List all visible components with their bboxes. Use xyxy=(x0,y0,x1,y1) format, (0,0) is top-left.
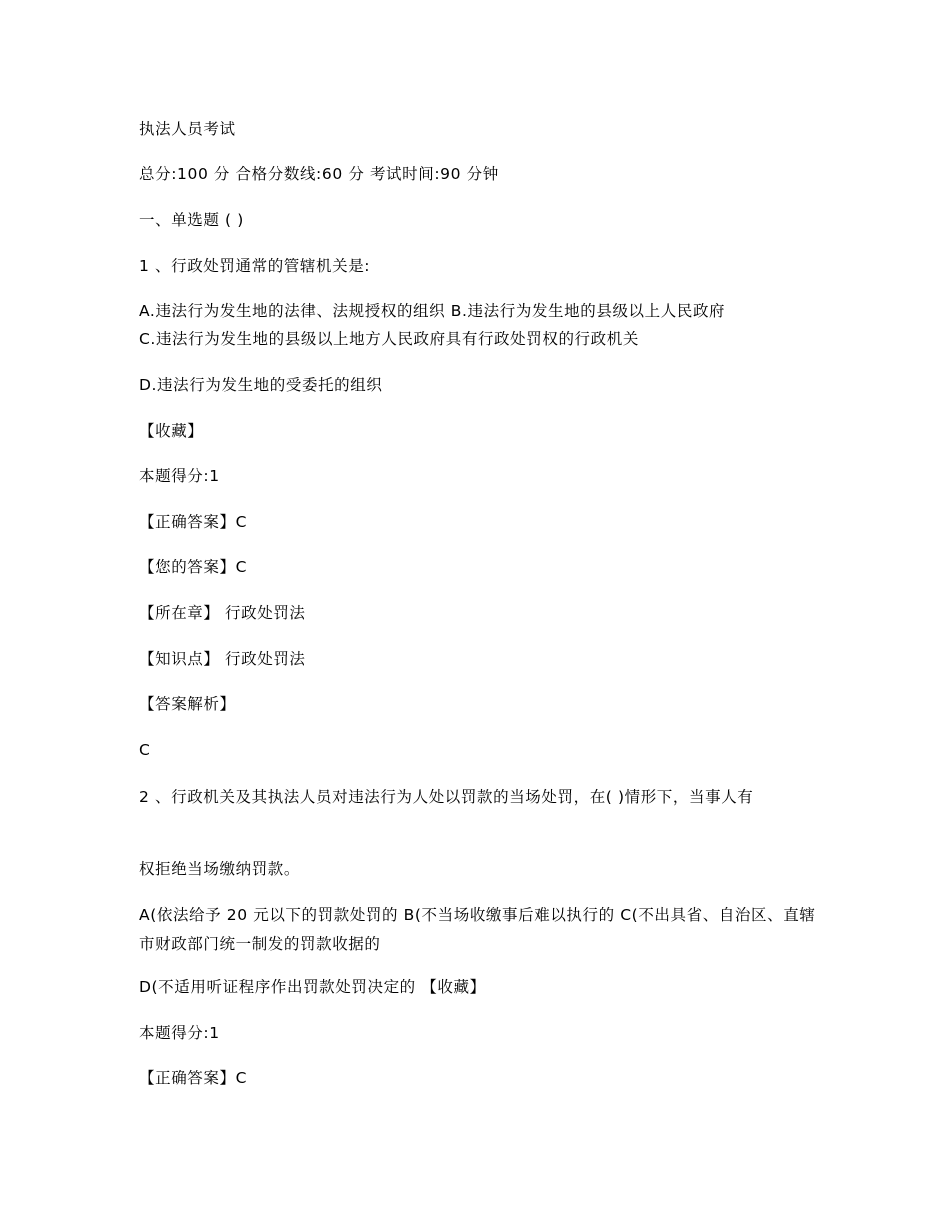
question-1-stem: 1 、行政处罚通常的管辖机关是: xyxy=(139,257,371,275)
question-2-correct-answer: 【正确答案】C xyxy=(139,1069,248,1087)
question-1-favorite: 【收藏】 xyxy=(139,422,204,440)
question-1-knowledge-point: 【知识点】 行政处罚法 xyxy=(139,650,306,668)
question-1-score: 本题得分:1 xyxy=(139,467,220,485)
question-2-options: A(依法给予 20 元以下的罚款处罚的 B(不当场收缴事后难以执行的 C(不出具省、自治区、直辖市财政部门统一制发的罚款收据的 xyxy=(139,906,816,953)
question-1-analysis-label: 【答案解析】 xyxy=(139,695,236,713)
question-1-chapter: 【所在章】 行政处罚法 xyxy=(139,604,306,622)
exam-info: 总分:100 分 合格分数线:60 分 考试时间:90 分钟 xyxy=(139,165,499,183)
question-1-your-answer: 【您的答案】C xyxy=(139,558,248,576)
question-1-option-d: D.违法行为发生地的受委托的组织 xyxy=(139,376,383,394)
question-2-option-d-favorite: D(不适用听证程序作出罚款处罚决定的 【收藏】 xyxy=(139,978,486,996)
question-1-options-a-b: A.违法行为发生地的法律、法规授权的组织 B.违法行为发生地的县级以上人民政府 xyxy=(139,302,726,320)
document-title: 执法人员考试 xyxy=(139,120,236,138)
question-2-stem-continued: 权拒绝当场缴纳罚款。 xyxy=(139,860,301,878)
question-2-stem: 2 、行政机关及其执法人员对违法行为人处以罚款的当场处罚，在( )情形下，当事人有 xyxy=(139,788,754,806)
question-1-correct-answer: 【正确答案】C xyxy=(139,513,248,531)
question-1-analysis: C xyxy=(139,741,151,759)
question-2-score: 本题得分:1 xyxy=(139,1024,220,1042)
question-1-option-c: C.违法行为发生地的县级以上地方人民政府具有行政处罚权的行政机关 xyxy=(139,330,639,348)
section-heading: 一、单选题 ( ) xyxy=(139,211,244,229)
